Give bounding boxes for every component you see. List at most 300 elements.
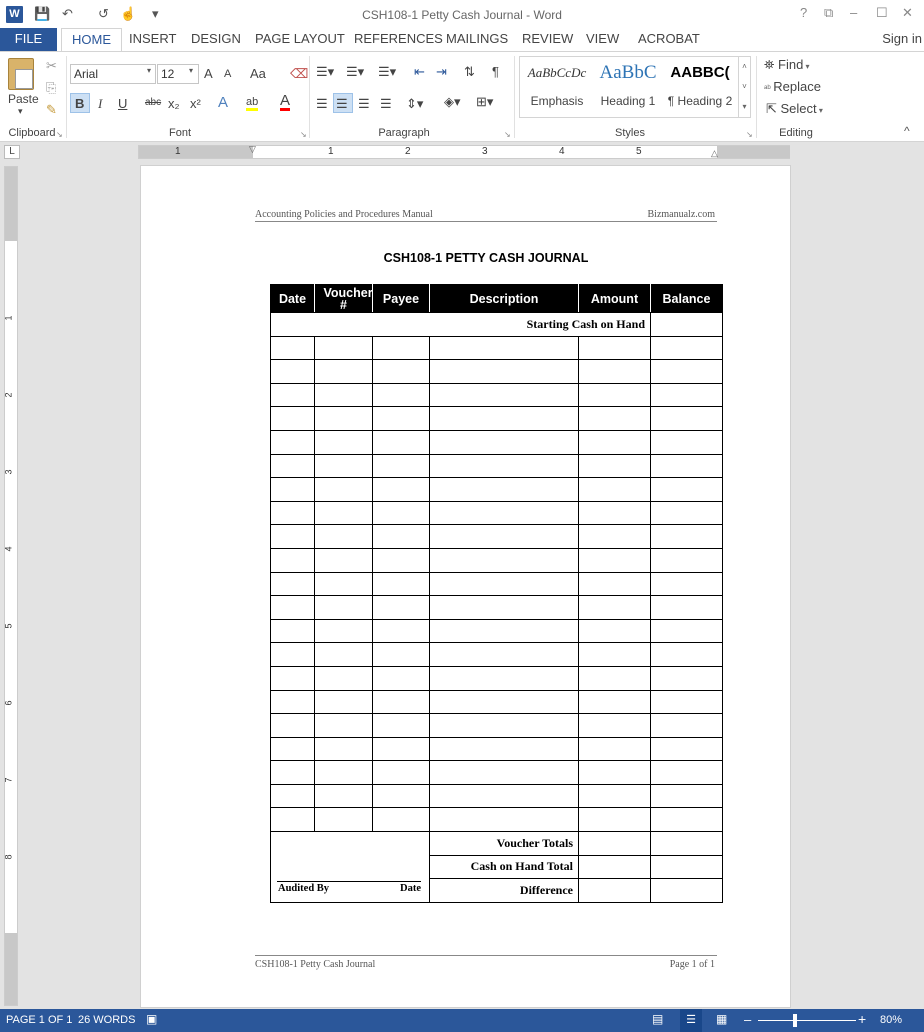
- payee-cell[interactable]: [373, 360, 430, 384]
- word-count-status[interactable]: 26 WORDS: [78, 1014, 136, 1026]
- print-layout-icon[interactable]: ☰: [680, 1009, 702, 1032]
- paste-dropdown-icon[interactable]: ▾: [18, 106, 23, 116]
- amount-cell[interactable]: [579, 761, 651, 785]
- voucher-cell[interactable]: [315, 454, 373, 478]
- multilevel-list-icon[interactable]: ☰▾: [378, 64, 397, 79]
- style-heading-1-label: Heading 1: [600, 94, 656, 108]
- date-cell[interactable]: [271, 643, 315, 667]
- payee-cell[interactable]: [373, 619, 430, 643]
- footer-right-text: Page 1 of 1: [669, 959, 715, 970]
- tab-review[interactable]: REVIEW: [522, 31, 574, 46]
- tab-selector[interactable]: L: [4, 145, 20, 159]
- payee-cell[interactable]: [373, 808, 430, 832]
- web-layout-icon[interactable]: ▦: [716, 1012, 728, 1026]
- font-family-dropdown-icon[interactable]: ▾: [147, 66, 152, 75]
- footer-rule: [255, 955, 717, 956]
- date-cell[interactable]: [271, 407, 315, 431]
- description-cell[interactable]: [430, 619, 579, 643]
- voucher-cell[interactable]: [315, 360, 373, 384]
- voucher-cell[interactable]: [315, 478, 373, 502]
- right-indent-marker-icon[interactable]: △: [711, 148, 718, 158]
- header-left-text: Accounting Policies and Procedures Manual: [255, 209, 433, 220]
- voucher-cell[interactable]: [315, 407, 373, 431]
- ruler-number: 2: [405, 146, 411, 157]
- save-icon[interactable]: 💾: [34, 6, 51, 21]
- payee-cell[interactable]: [373, 643, 430, 667]
- petty-cash-table: [270, 284, 723, 903]
- balance-cell[interactable]: [651, 596, 723, 620]
- style-emphasis-preview: AaBbCcDc: [527, 65, 587, 80]
- voucher-cell[interactable]: [315, 596, 373, 620]
- document-page[interactable]: [140, 165, 791, 1008]
- date-cell[interactable]: [271, 525, 315, 549]
- cut-icon[interactable]: ✂: [46, 58, 57, 73]
- ruler-number: 4: [3, 546, 14, 552]
- description-cell[interactable]: [430, 808, 579, 832]
- payee-cell[interactable]: [373, 336, 430, 360]
- description-cell[interactable]: [430, 336, 579, 360]
- amount-cell[interactable]: [579, 643, 651, 667]
- signature-line: [277, 881, 421, 882]
- column-header-balance: Balance: [651, 285, 723, 313]
- voucher-cell[interactable]: [315, 714, 373, 738]
- maximize-icon[interactable]: ☐: [876, 5, 888, 20]
- shrink-font-icon[interactable]: A: [224, 68, 232, 80]
- grow-font-icon[interactable]: A: [204, 66, 213, 81]
- amount-cell[interactable]: [579, 572, 651, 596]
- amount-cell[interactable]: [579, 478, 651, 502]
- description-cell[interactable]: [430, 360, 579, 384]
- horizontal-ruler[interactable]: [138, 145, 790, 159]
- status-bar: [0, 1009, 924, 1032]
- zoom-out-button[interactable]: –: [744, 1012, 752, 1027]
- date-cell[interactable]: [271, 737, 315, 761]
- balance-cell[interactable]: [651, 430, 723, 454]
- replace-button[interactable]: [764, 79, 821, 94]
- cash-on-hand-amount-cell[interactable]: [579, 855, 651, 879]
- amount-cell[interactable]: [579, 808, 651, 832]
- voucher-totals-row: [271, 832, 723, 856]
- table-row: [271, 596, 723, 620]
- tab-mailings[interactable]: MAILINGS: [446, 31, 509, 46]
- payee-cell[interactable]: [373, 501, 430, 525]
- ribbon: [0, 51, 924, 142]
- date-cell[interactable]: [271, 454, 315, 478]
- ruler-number: 1: [328, 146, 334, 157]
- ruler-number: 1: [175, 146, 181, 157]
- date-cell[interactable]: [271, 784, 315, 808]
- description-cell[interactable]: [430, 714, 579, 738]
- table-row: [271, 478, 723, 502]
- amount-cell[interactable]: [579, 548, 651, 572]
- close-icon[interactable]: ✕: [902, 5, 913, 20]
- description-cell[interactable]: [430, 643, 579, 667]
- table-row: [271, 784, 723, 808]
- ribbon-display-icon[interactable]: ⧉: [824, 5, 834, 20]
- voucher-cell[interactable]: [315, 383, 373, 407]
- decrease-indent-icon[interactable]: ⇤: [414, 64, 425, 79]
- description-cell[interactable]: [430, 454, 579, 478]
- voucher-cell[interactable]: [315, 430, 373, 454]
- payee-cell[interactable]: [373, 572, 430, 596]
- payee-cell[interactable]: [373, 478, 430, 502]
- help-icon[interactable]: ?: [800, 5, 808, 20]
- find-label: Find: [778, 57, 804, 72]
- date-cell[interactable]: [271, 430, 315, 454]
- voucher-cell[interactable]: [315, 808, 373, 832]
- strikethrough-button[interactable]: abc: [145, 97, 162, 108]
- starting-cash-row: [271, 313, 723, 337]
- description-cell[interactable]: [430, 761, 579, 785]
- increase-indent-icon[interactable]: ⇥: [436, 64, 447, 79]
- payee-cell[interactable]: [373, 407, 430, 431]
- group-divider: [309, 56, 310, 138]
- find-button[interactable]: ⛯ Find ▾: [764, 57, 810, 72]
- line-spacing-icon[interactable]: ⇕▾: [406, 96, 424, 111]
- balance-cell[interactable]: [651, 572, 723, 596]
- ruler-number: 2: [3, 392, 14, 398]
- style-emphasis[interactable]: [522, 60, 592, 108]
- ruler-margin-top: [5, 167, 17, 241]
- qat-customize-icon[interactable]: ▾: [152, 6, 159, 21]
- tab-home[interactable]: HOME: [61, 28, 122, 52]
- difference-balance-cell[interactable]: [651, 879, 723, 903]
- ruler-number: 5: [3, 623, 14, 629]
- highlight-icon[interactable]: ab: [246, 96, 258, 111]
- superscript-button[interactable]: x²: [190, 96, 201, 111]
- bullets-icon[interactable]: ☰▾: [316, 64, 335, 79]
- difference-amount-cell[interactable]: [579, 879, 651, 903]
- voucher-totals-amount-cell[interactable]: [579, 832, 651, 856]
- payee-cell[interactable]: [373, 737, 430, 761]
- audit-date-label: Date: [400, 882, 421, 894]
- style-heading-2[interactable]: [664, 60, 736, 108]
- ruler-margin-left: [139, 146, 253, 158]
- amount-cell[interactable]: [579, 737, 651, 761]
- amount-cell[interactable]: [579, 596, 651, 620]
- select-button[interactable]: ⇱ Select ▾: [766, 101, 823, 116]
- underline-button[interactable]: U: [118, 96, 128, 111]
- column-header-amount: Amount: [579, 285, 651, 313]
- table-row: [271, 454, 723, 478]
- voucher-totals-label: Voucher Totals: [430, 832, 579, 856]
- zoom-level[interactable]: 80%: [880, 1014, 903, 1026]
- amount-cell[interactable]: [579, 383, 651, 407]
- table-row: [271, 643, 723, 667]
- payee-cell[interactable]: [373, 690, 430, 714]
- group-divider: [756, 56, 757, 138]
- document-title: CSH108-1 PETTY CASH JOURNAL: [383, 251, 589, 265]
- description-cell[interactable]: [430, 596, 579, 620]
- description-cell[interactable]: [430, 666, 579, 690]
- minimize-icon[interactable]: –: [850, 5, 858, 20]
- shading-icon[interactable]: ◈▾: [444, 94, 461, 109]
- amount-cell[interactable]: [579, 501, 651, 525]
- sort-icon[interactable]: ⇅: [464, 64, 475, 79]
- voucher-cell[interactable]: [315, 525, 373, 549]
- clipboard-launcher-icon[interactable]: ↘: [56, 130, 63, 139]
- payee-cell[interactable]: [373, 666, 430, 690]
- justify-icon[interactable]: ☰: [380, 96, 392, 111]
- date-cell[interactable]: [271, 666, 315, 690]
- starting-cash-balance-cell[interactable]: [651, 313, 723, 337]
- voucher-cell[interactable]: [315, 548, 373, 572]
- ruler-number: 3: [3, 469, 14, 475]
- redo-icon[interactable]: ↺: [98, 6, 109, 21]
- table-row: [271, 690, 723, 714]
- payee-cell[interactable]: [373, 430, 430, 454]
- table-row: [271, 360, 723, 384]
- change-case-icon[interactable]: Aa: [250, 66, 266, 81]
- date-cell[interactable]: [271, 596, 315, 620]
- table-row: [271, 714, 723, 738]
- voucher-cell[interactable]: [315, 643, 373, 667]
- date-cell[interactable]: [271, 548, 315, 572]
- editing-group-label: Editing: [779, 127, 813, 139]
- undo-icon[interactable]: ↶: [62, 6, 73, 21]
- amount-cell[interactable]: [579, 430, 651, 454]
- ruler-number: 4: [559, 146, 565, 157]
- align-center-icon[interactable]: ☰: [336, 96, 348, 111]
- voucher-cell[interactable]: [315, 761, 373, 785]
- copy-icon[interactable]: ⎘: [46, 80, 57, 95]
- vertical-ruler[interactable]: [4, 166, 18, 1006]
- tab-view[interactable]: VIEW: [586, 31, 620, 46]
- description-cell[interactable]: [430, 478, 579, 502]
- description-cell[interactable]: [430, 383, 579, 407]
- balance-cell[interactable]: [651, 784, 723, 808]
- tab-design[interactable]: DESIGN: [191, 31, 241, 46]
- window-title: CSH108-1 Petty Cash Journal - Word: [362, 8, 562, 22]
- numbering-icon[interactable]: ☰▾: [346, 64, 365, 79]
- style-heading-2-label: ¶ Heading 2: [667, 94, 733, 108]
- table-row: [271, 525, 723, 549]
- voucher-cell[interactable]: [315, 737, 373, 761]
- balance-cell[interactable]: [651, 666, 723, 690]
- style-heading-1[interactable]: [594, 60, 662, 108]
- select-label: Select: [780, 101, 817, 116]
- replace-label: Replace: [773, 79, 821, 94]
- font-color-icon[interactable]: A: [280, 92, 291, 109]
- table-row: [271, 383, 723, 407]
- date-cell[interactable]: [271, 478, 315, 502]
- clipboard-group-label: Clipboard: [8, 127, 56, 139]
- date-cell[interactable]: [271, 619, 315, 643]
- cash-on-hand-balance-cell[interactable]: [651, 855, 723, 879]
- date-cell[interactable]: [271, 360, 315, 384]
- payee-cell[interactable]: [373, 761, 430, 785]
- paragraph-launcher-icon[interactable]: ↘: [504, 130, 511, 139]
- payee-cell[interactable]: [373, 383, 430, 407]
- balance-cell[interactable]: [651, 454, 723, 478]
- payee-cell[interactable]: [373, 784, 430, 808]
- voucher-cell[interactable]: [315, 666, 373, 690]
- amount-cell[interactable]: [579, 666, 651, 690]
- balance-cell[interactable]: [651, 714, 723, 738]
- balance-cell[interactable]: [651, 383, 723, 407]
- amount-cell[interactable]: [579, 714, 651, 738]
- date-cell[interactable]: [271, 808, 315, 832]
- binoculars-icon: ⛯: [764, 57, 779, 72]
- table-row: [271, 761, 723, 785]
- table-row: [271, 548, 723, 572]
- voucher-header-text: Voucher #: [323, 285, 373, 312]
- date-cell[interactable]: [271, 501, 315, 525]
- zoom-slider-thumb[interactable]: [793, 1014, 797, 1027]
- ribbon-tabs: [0, 28, 924, 52]
- description-cell[interactable]: [430, 548, 579, 572]
- voucher-cell[interactable]: [315, 501, 373, 525]
- amount-cell[interactable]: [579, 619, 651, 643]
- voucher-totals-balance-cell[interactable]: [651, 832, 723, 856]
- sign-in-link[interactable]: Sign in: [882, 31, 922, 46]
- balance-cell[interactable]: [651, 737, 723, 761]
- column-header-description: Description: [430, 285, 579, 313]
- column-header-voucher: [315, 285, 373, 313]
- balance-cell[interactable]: [651, 808, 723, 832]
- tab-references[interactable]: REFERENCES: [354, 31, 443, 46]
- read-mode-icon[interactable]: ▤: [652, 1012, 664, 1026]
- balance-cell[interactable]: [651, 407, 723, 431]
- amount-cell[interactable]: [579, 690, 651, 714]
- balance-cell[interactable]: [651, 501, 723, 525]
- indent-marker-icon[interactable]: ▽: [249, 144, 256, 154]
- word-app-icon[interactable]: W: [6, 6, 23, 23]
- description-cell[interactable]: [430, 572, 579, 596]
- ruler-number: 6: [3, 700, 14, 706]
- bold-button[interactable]: B: [75, 96, 85, 111]
- ruler-number: 5: [636, 146, 642, 157]
- tab-file[interactable]: FILE: [0, 28, 57, 52]
- payee-cell[interactable]: [373, 714, 430, 738]
- payee-cell[interactable]: [373, 596, 430, 620]
- ruler-number: 3: [482, 146, 488, 157]
- voucher-cell[interactable]: [315, 336, 373, 360]
- table-row: [271, 430, 723, 454]
- zoom-slider-track[interactable]: [758, 1020, 856, 1021]
- style-heading-2-preview: AABBC(: [670, 64, 730, 81]
- date-cell[interactable]: [271, 383, 315, 407]
- borders-icon[interactable]: ⊞▾: [476, 94, 494, 109]
- balance-cell[interactable]: [651, 548, 723, 572]
- title-bar: [0, 0, 924, 28]
- balance-cell[interactable]: [651, 360, 723, 384]
- tab-insert[interactable]: INSERT: [129, 31, 177, 46]
- collapse-ribbon-icon[interactable]: ^: [904, 124, 910, 138]
- description-cell[interactable]: [430, 784, 579, 808]
- amount-cell[interactable]: [579, 454, 651, 478]
- amount-cell[interactable]: [579, 525, 651, 549]
- description-cell[interactable]: [430, 525, 579, 549]
- balance-cell[interactable]: [651, 619, 723, 643]
- tab-page-layout[interactable]: PAGE LAYOUT: [255, 31, 345, 46]
- tab-acrobat[interactable]: ACROBAT: [638, 31, 700, 46]
- amount-cell[interactable]: [579, 336, 651, 360]
- group-divider: [66, 56, 67, 138]
- date-cell[interactable]: [271, 572, 315, 596]
- text-effects-icon[interactable]: A: [218, 94, 229, 111]
- amount-cell[interactable]: [579, 360, 651, 384]
- description-cell[interactable]: [430, 501, 579, 525]
- description-cell[interactable]: [430, 690, 579, 714]
- align-left-icon[interactable]: ☰: [316, 96, 328, 111]
- styles-group-label: Styles: [615, 127, 645, 139]
- description-cell[interactable]: [430, 737, 579, 761]
- clear-formatting-icon[interactable]: ⌫: [290, 66, 309, 81]
- description-cell[interactable]: [430, 407, 579, 431]
- ruler-margin-right: [717, 146, 790, 158]
- table-row: [271, 666, 723, 690]
- date-cell[interactable]: [271, 336, 315, 360]
- show-formatting-icon[interactable]: ¶: [492, 64, 499, 79]
- ruler-number: 1: [3, 315, 14, 321]
- styles-scroll[interactable]: ˄ ˅ ▾: [738, 57, 750, 117]
- balance-cell[interactable]: [651, 478, 723, 502]
- zoom-in-button[interactable]: +: [858, 1011, 867, 1027]
- date-cell[interactable]: [271, 714, 315, 738]
- audited-by-label: Audited By: [278, 882, 330, 894]
- date-cell[interactable]: [271, 690, 315, 714]
- balance-cell[interactable]: [651, 336, 723, 360]
- voucher-cell[interactable]: [315, 572, 373, 596]
- font-family-select[interactable]: Arial: [70, 64, 156, 84]
- payee-cell[interactable]: [373, 454, 430, 478]
- replace-icon: ᵃᵇ: [764, 83, 774, 93]
- payee-cell[interactable]: [373, 525, 430, 549]
- paste-icon[interactable]: [8, 58, 34, 90]
- balance-cell[interactable]: [651, 761, 723, 785]
- style-emphasis-label: Emphasis: [530, 94, 584, 108]
- table-row: [271, 619, 723, 643]
- table-row: [271, 407, 723, 431]
- group-divider: [514, 56, 515, 138]
- description-cell[interactable]: [430, 430, 579, 454]
- cash-on-hand-total-label: Cash on Hand Total: [430, 855, 579, 879]
- payee-cell[interactable]: [373, 548, 430, 572]
- touch-mode-icon[interactable]: ☝: [120, 6, 137, 21]
- balance-cell[interactable]: [651, 643, 723, 667]
- subscript-button[interactable]: x₂: [168, 96, 180, 111]
- font-size-select[interactable]: 12: [157, 64, 199, 84]
- ruler-margin-bottom: [5, 933, 17, 1005]
- table-row: [271, 808, 723, 832]
- align-right-icon[interactable]: ☰: [358, 96, 370, 111]
- ruler-number: 7: [3, 777, 14, 783]
- font-size-dropdown-icon[interactable]: ▾: [189, 66, 194, 75]
- amount-cell[interactable]: [579, 407, 651, 431]
- difference-label: Difference: [430, 879, 579, 903]
- italic-button[interactable]: I: [98, 96, 103, 111]
- proofing-icon[interactable]: ▣: [146, 1012, 158, 1026]
- audit-signature-cell[interactable]: [271, 832, 430, 903]
- starting-cash-label: Starting Cash on Hand: [271, 313, 651, 337]
- table-row: [271, 572, 723, 596]
- date-cell[interactable]: [271, 761, 315, 785]
- format-painter-icon[interactable]: ✎: [46, 102, 57, 117]
- font-launcher-icon[interactable]: ↘: [300, 130, 307, 139]
- table-row: [271, 501, 723, 525]
- voucher-cell[interactable]: [315, 690, 373, 714]
- column-header-date: Date: [271, 285, 315, 313]
- voucher-cell[interactable]: [315, 784, 373, 808]
- styles-launcher-icon[interactable]: ↘: [746, 130, 753, 139]
- amount-cell[interactable]: [579, 784, 651, 808]
- paste-button[interactable]: Paste: [8, 92, 39, 106]
- balance-cell[interactable]: [651, 690, 723, 714]
- voucher-cell[interactable]: [315, 619, 373, 643]
- balance-cell[interactable]: [651, 525, 723, 549]
- page-count-status[interactable]: PAGE 1 OF 1: [6, 1014, 73, 1026]
